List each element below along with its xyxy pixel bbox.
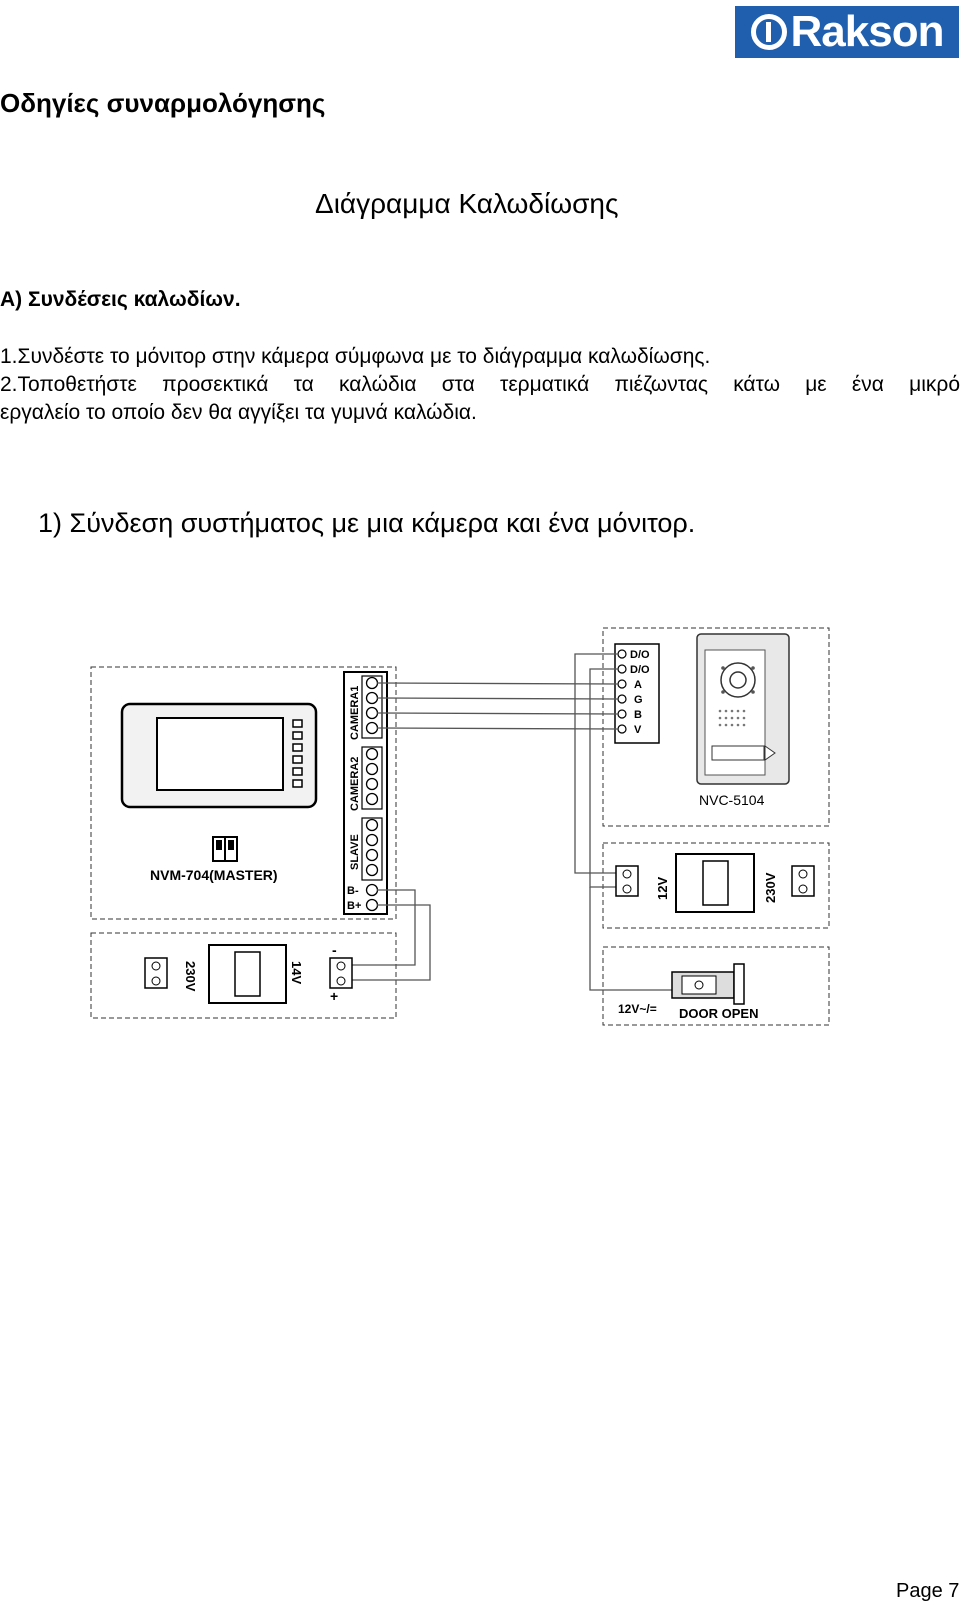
cam-terminal-a: A [634,679,642,691]
page-subtitle: Διάγραμμα Καλωδίωσης [315,188,619,219]
right-psu-ac-label: 230V [763,872,778,903]
b-minus-label: B- [347,885,359,897]
camera-label: NVC-5104 [699,792,765,808]
page-heading: Οδηγίες συναρμολόγησης [0,88,326,118]
right-psu-dc-label: 12V [655,876,670,900]
door-voltage-label: 12V~/= [618,1002,657,1016]
door-open-label: DOOR OPEN [679,1006,759,1021]
logo-text: Rakson [790,7,944,56]
monitor-terminal-strip [344,672,387,914]
left-psu-dc-label: 14V [289,961,304,985]
door-lock-device [672,964,744,1004]
camera-terminal-strip [615,644,659,743]
step-1: 1.Συνδέστε το μόνιτορ στην κάμερα σύμφωνα με το διάγραμμα καλωδίωσης. [0,345,711,368]
cam-terminal-v: V [634,724,642,736]
monitor-label: NVM-704(MASTER) [150,867,278,883]
slave-label: SLAVE [349,834,361,870]
left-psu-minus: - [332,942,337,958]
camera-device [697,634,789,784]
cam-terminal-g: G [634,694,643,706]
left-psu-ac-label: 230V [183,961,198,992]
cam-terminal-do2: D/O [630,664,650,676]
section-a-title: A) Συνδέσεις καλωδίων. [0,288,241,311]
diagram-title: 1) Σύνδεση συστήματος με μια κάμερα και ένα μόνιτορ. [38,508,696,538]
cam-terminal-b: B [634,709,642,721]
left-power-supply [145,945,352,1003]
cam-terminal-do1: D/O [630,649,650,661]
right-power-supply [616,854,814,912]
b-plus-label: B+ [347,900,362,912]
camera1-label: CAMERA1 [349,685,361,740]
step-2-continued: εργαλείο το οποίο δεν θα αγγίξει τα γυμνά καλώδια. [0,401,477,424]
monitor-device [122,704,316,861]
camera2-label: CAMERA2 [349,756,361,811]
step-2: 2.Τοποθετήστε προσεκτικά τα καλώδια στα τερματικά πιέζωντας κάτω με ένα μικρό [0,373,960,396]
left-psu-plus: + [330,988,339,1004]
page-number: Page 7 [896,1580,960,1602]
